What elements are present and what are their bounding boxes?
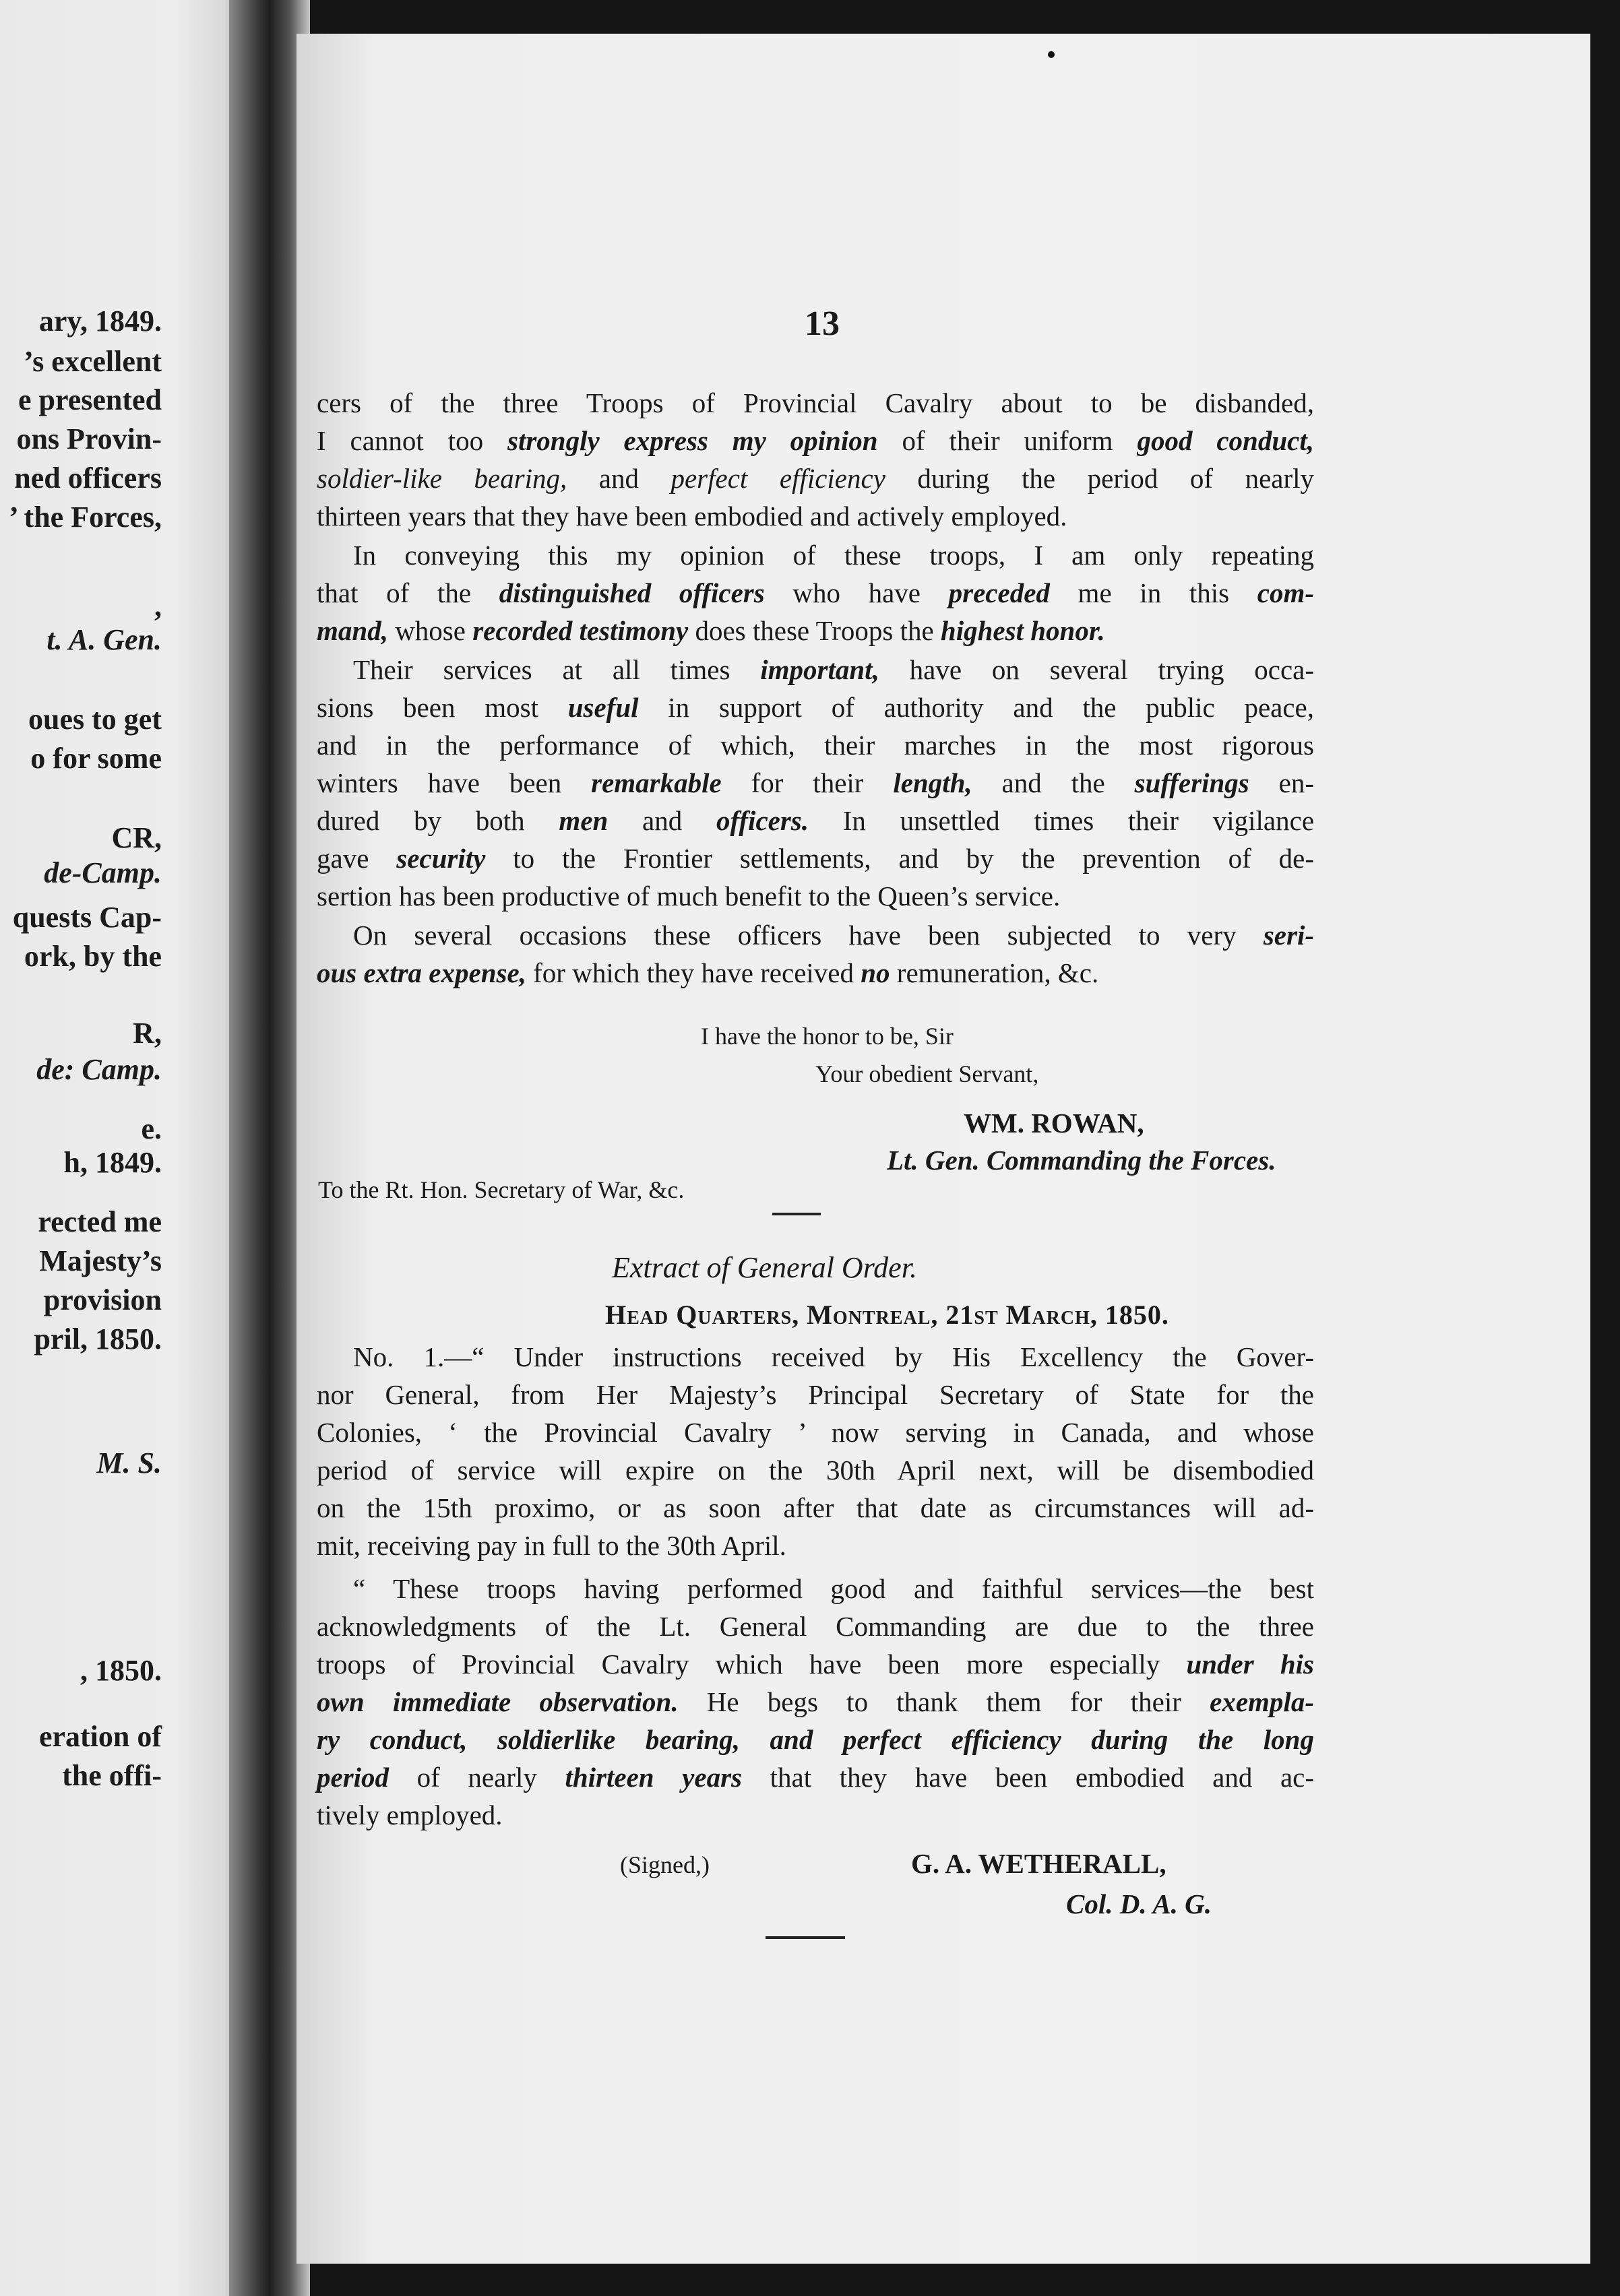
- text-run: en-: [1249, 767, 1314, 798]
- emphasis-run: security: [396, 843, 486, 874]
- text-line: Colonies, ‘ the Provincial Cavalry ’ now serving in Canada, and whose: [317, 1417, 1314, 1448]
- text-run: for their: [721, 767, 894, 798]
- text-line: [317, 459, 1314, 497]
- order-dateline: [605, 1302, 1169, 1329]
- emphasis-run: soldier-like bearing,: [317, 463, 567, 494]
- left-page-line: de-Camp.: [44, 856, 162, 889]
- text-run: Their services at all times: [353, 654, 761, 685]
- letter-addressee: To the Rt. Hon. Secretary of War, &c.: [318, 1176, 685, 1203]
- text-run: remuneration, &c.: [890, 957, 1099, 988]
- text-line: [317, 1645, 1314, 1683]
- text-run: during the period of nearly: [885, 463, 1315, 494]
- left-page-line: t. A. Gen.: [46, 623, 162, 656]
- text-run: of their uniform: [877, 425, 1138, 456]
- text-run: He begs to thank them for their: [678, 1686, 1210, 1717]
- order-signature-title: Col. D. A. G.: [1066, 1888, 1212, 1919]
- emphasis-run: recorded testimony: [472, 615, 689, 646]
- emphasis-run: strongly express my opinion: [507, 425, 878, 456]
- emphasis-run: ous extra expense,: [317, 957, 526, 988]
- left-page-line: eration of: [38, 1720, 162, 1753]
- order-heading: Extract of General Order.: [612, 1251, 917, 1284]
- text-line: [317, 916, 1314, 954]
- left-page-line: ’s excellent: [24, 345, 162, 378]
- text-line: [317, 1683, 1314, 1721]
- text-line: [317, 1758, 1314, 1796]
- text-run: and: [608, 805, 716, 836]
- left-page-line: ary, 1849.: [38, 305, 162, 338]
- letter-paragraph-4: [317, 916, 1314, 992]
- text-run: does these Troops the: [688, 615, 941, 646]
- emphasis-run: officers.: [716, 805, 809, 836]
- letter-paragraph-3: [317, 651, 1314, 915]
- emphasis-run: sufferings: [1134, 767, 1249, 798]
- emphasis-run: ry conduct, soldierlike bearing, and perfect efficiency during the long: [317, 1724, 1314, 1755]
- text-line: sertion has been productive of much benefit to the Queen’s service.: [317, 881, 1061, 912]
- text-run: for which they have received: [526, 957, 861, 988]
- text-run: of nearly: [389, 1762, 565, 1793]
- text-line: [317, 651, 1314, 689]
- left-page-line: pril, 1850.: [34, 1322, 162, 1356]
- emphasis-run: useful: [567, 692, 639, 723]
- left-page-line: e presented: [18, 383, 162, 416]
- text-run: who have: [764, 577, 949, 608]
- closing-line-2: Your obedient Servant,: [815, 1060, 1039, 1087]
- left-page-line: quests Cap-: [12, 901, 162, 934]
- emphasis-run: com-: [1257, 577, 1314, 608]
- text-line: [317, 764, 1314, 802]
- text-line: mit, receiving pay in full to the 30th April.: [317, 1530, 786, 1561]
- text-line: tively employed.: [317, 1799, 503, 1830]
- left-page-line: CR,: [111, 821, 162, 854]
- left-page-line: ork, by the: [24, 940, 162, 973]
- order-dateline-text: Head Quarters, Montreal, 21st March, 1850.: [605, 1300, 1169, 1330]
- order-paragraph-2: [317, 1570, 1314, 1834]
- emphasis-run: important,: [760, 654, 879, 685]
- left-page-line: rected me: [38, 1205, 162, 1238]
- emphasis-run: seri-: [1263, 920, 1314, 951]
- text-run: that they have been embodied and ac-: [742, 1762, 1315, 1793]
- text-run: On several occasions these officers have been subjected to very: [353, 920, 1264, 951]
- emphasis-run: distinguished officers: [499, 577, 765, 608]
- text-run: troops of Provincial Cavalry which have been more especially: [317, 1649, 1187, 1680]
- text-run: In unsettled times their vigilance: [809, 805, 1315, 836]
- emphasis-run: own immediate observation.: [317, 1686, 679, 1717]
- emphasis-run: under his: [1186, 1649, 1314, 1680]
- left-page-line: M. S.: [96, 1446, 162, 1479]
- text-line: No. 1.—“ Under instructions received by His Excellency the Gover-: [353, 1341, 1314, 1372]
- emphasis-run: highest honor.: [940, 615, 1105, 646]
- left-page-line: ’ the Forces,: [9, 501, 162, 534]
- text-run: and the: [972, 767, 1135, 798]
- emphasis-run: mand,: [317, 615, 388, 646]
- left-page-line: e.: [141, 1112, 162, 1145]
- text-line: “ These troops having performed good and faithful services—the best: [353, 1573, 1314, 1604]
- text-line: on the 15th proximo, or as soon after that date as circumstances will ad-: [317, 1492, 1314, 1523]
- text-run: have on several trying occa-: [879, 654, 1315, 685]
- left-page-line: ons Provin-: [16, 422, 162, 455]
- emphasis-run: exempla-: [1210, 1686, 1314, 1717]
- text-line: [317, 802, 1314, 839]
- text-line: [317, 1721, 1314, 1758]
- text-run: whose: [387, 615, 473, 646]
- text-run: dured by both: [317, 805, 559, 836]
- letter-paragraph-1: [317, 384, 1314, 535]
- closing-line-1: I have the honor to be, Sir: [701, 1023, 954, 1050]
- text-run: sions been most: [317, 692, 568, 723]
- left-page-line: provision: [43, 1283, 162, 1316]
- left-page-line: ,: [154, 589, 162, 623]
- letter-signature: WM. ROWAN,: [964, 1108, 1144, 1139]
- text-run: gave: [317, 843, 397, 874]
- text-run: I cannot too: [317, 425, 507, 456]
- text-run: and: [567, 463, 671, 494]
- text-line: In conveying this my opinion of these troops, I am only repeating: [353, 540, 1314, 571]
- text-line: acknowledgments of the Lt. General Commanding are due to the three: [317, 1611, 1314, 1642]
- text-run: in support of authority and the public peace,: [638, 692, 1314, 723]
- left-page-line: o for some: [30, 742, 162, 775]
- text-run: winters have been: [317, 767, 592, 798]
- emphasis-run: good conduct,: [1137, 425, 1314, 456]
- text-run: that of the: [317, 577, 499, 608]
- text-line: nor General, from Her Majesty’s Principal Secretary of State for the: [317, 1379, 1314, 1410]
- letter-paragraph-2: [317, 536, 1314, 649]
- emphasis-run: men: [559, 805, 609, 836]
- left-facing-page: [0, 0, 249, 2296]
- text-line: [317, 954, 1314, 992]
- left-page-line: ned officers: [14, 461, 162, 495]
- text-line: [317, 612, 1314, 649]
- left-page-line: h, 1849.: [63, 1146, 162, 1179]
- letter-signature-title: Lt. Gen. Commanding the Forces.: [887, 1145, 1276, 1176]
- emphasis-run: preceded: [948, 577, 1050, 608]
- left-page-line: , 1850.: [80, 1654, 162, 1687]
- left-page-line: the offi-: [62, 1759, 162, 1792]
- order-signature: G. A. WETHERALL,: [911, 1848, 1166, 1879]
- order-signed-label: (Signed,): [620, 1851, 710, 1878]
- end-divider: [766, 1936, 845, 1939]
- emphasis-run: remarkable: [591, 767, 722, 798]
- page-number: 13: [805, 305, 840, 343]
- left-page-line: oues to get: [28, 703, 162, 736]
- text-line: [317, 839, 1314, 877]
- text-line: [317, 689, 1314, 726]
- left-page-line: de: Camp.: [36, 1053, 162, 1086]
- left-page-line: Majesty’s: [39, 1244, 162, 1277]
- emphasis-run: thirteen years: [565, 1762, 742, 1793]
- emphasis-run: length,: [893, 767, 972, 798]
- text-line: thirteen years that they have been embodied and actively employed.: [317, 501, 1067, 532]
- order-paragraph-1: [317, 1338, 1314, 1564]
- text-line: [317, 422, 1314, 459]
- text-run: to the Frontier settlements, and by the prevention of de-: [485, 843, 1314, 874]
- text-line: period of service will expire on the 30th April next, will be disembodied: [317, 1455, 1314, 1486]
- emphasis-run: period: [317, 1762, 390, 1793]
- text-run: me in this: [1049, 577, 1257, 608]
- section-divider: [772, 1213, 821, 1215]
- left-page-line: R,: [133, 1017, 162, 1050]
- ink-speck: [1048, 51, 1055, 58]
- text-line: cers of the three Troops of Provincial Cavalry about to be disbanded,: [317, 387, 1314, 418]
- text-line: [317, 574, 1314, 612]
- emphasis-run: no: [861, 957, 890, 988]
- emphasis-run: perfect efficiency: [671, 463, 885, 494]
- text-line: and in the performance of which, their marches in the most rigorous: [317, 730, 1314, 761]
